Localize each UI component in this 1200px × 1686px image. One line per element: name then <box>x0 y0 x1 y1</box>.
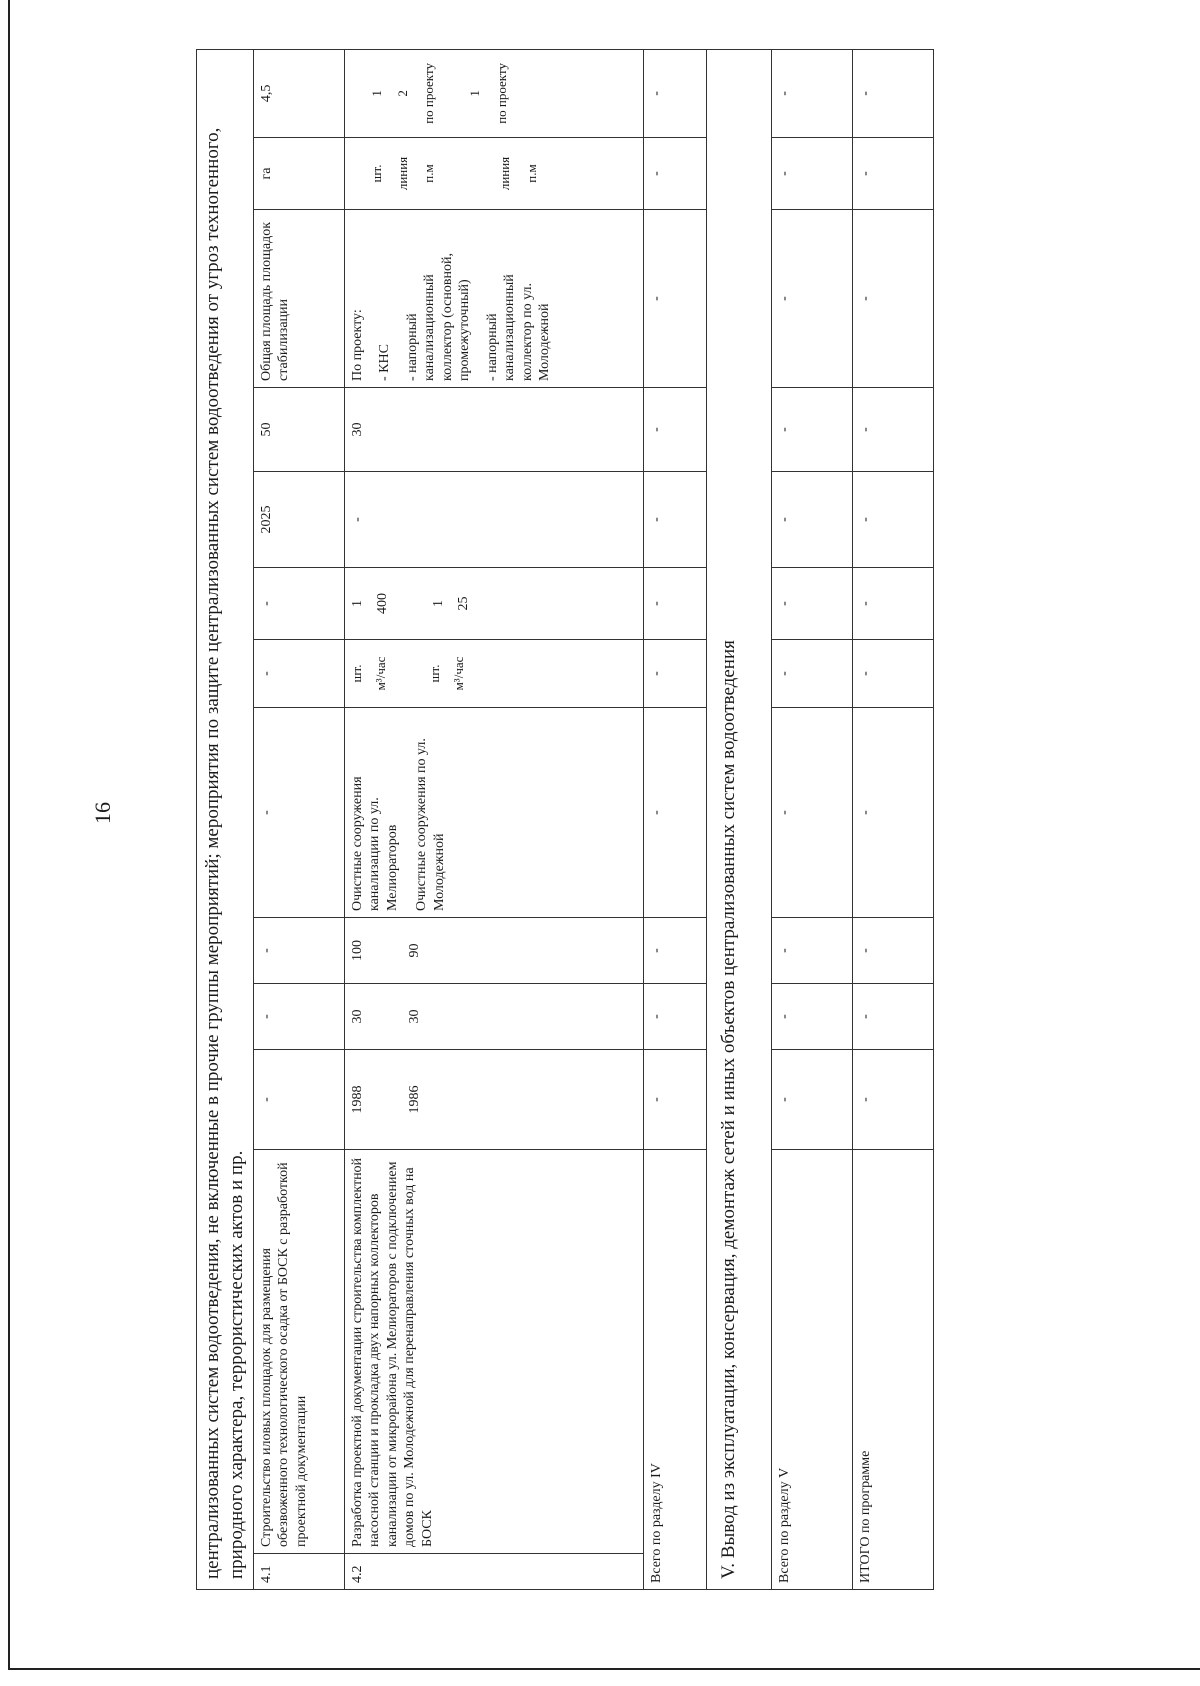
table-row <box>771 49 852 1589</box>
table-row <box>253 49 344 1589</box>
total-value: - <box>771 640 852 708</box>
total-value: - <box>643 472 706 568</box>
amount-value: 1 <box>430 600 446 607</box>
unit-value: шт. <box>427 664 442 683</box>
total-value: - <box>852 1050 933 1150</box>
year-cell <box>344 1050 643 1150</box>
measures-table <box>196 49 934 1590</box>
total-value: - <box>643 708 706 918</box>
total-value: - <box>771 984 852 1050</box>
rotated-document <box>196 50 1066 1590</box>
total-value: - <box>643 984 706 1050</box>
end-year: 2025 <box>253 472 344 568</box>
total-value: - <box>852 49 933 137</box>
total-value: - <box>852 918 933 984</box>
total-value: - <box>643 210 706 388</box>
total-value: - <box>643 640 706 708</box>
object-cell <box>344 708 643 918</box>
total-value: - <box>643 568 706 640</box>
new-value: по проекту <box>421 63 436 124</box>
new-desc-title: По проекту: <box>349 309 365 381</box>
total-value: - <box>852 210 933 388</box>
new-value: 1 <box>467 90 483 97</box>
new-unit-cell <box>344 138 643 210</box>
amount-value: 25 <box>456 596 471 611</box>
new-desc-item: - напорный канализационный коллектор (основной, промежуточный) <box>404 253 472 381</box>
total-value: - <box>771 388 852 472</box>
page-border <box>8 1668 1200 1670</box>
amount-value: - <box>253 568 344 640</box>
new-desc-item: - КНС <box>377 344 392 381</box>
total-value: - <box>852 984 933 1050</box>
unit-value: - <box>253 640 344 708</box>
total-value: - <box>643 918 706 984</box>
total-value: - <box>771 1050 852 1150</box>
unit-value: шт. <box>348 664 364 683</box>
capacity-value: 90 <box>407 943 422 958</box>
total-value: - <box>771 918 852 984</box>
object-name: - <box>253 708 344 918</box>
year-value: 1988 <box>349 1085 365 1114</box>
unit-cell <box>344 640 643 708</box>
total-value: - <box>852 708 933 918</box>
new-unit: шт. <box>368 164 384 183</box>
total-value: - <box>771 472 852 568</box>
unit-value: м³/час <box>451 656 467 691</box>
object-name: Очистные сооружения канализации по ул. Мелиораторов <box>349 776 400 911</box>
wear-value: 30 <box>349 1009 365 1024</box>
total-value: - <box>643 138 706 210</box>
new-value: 2 <box>394 90 410 97</box>
table-row <box>852 49 933 1589</box>
total-value: - <box>643 1050 706 1150</box>
measure-name: Разработка проектной документации строительства комплектной насосной станции и прокладка двух напорных коллекторов канализации от микрорайона ул. Мелиораторов с подключением домов по ул. Молодежной для перенаправления сточных вод на БОСК <box>344 1150 643 1554</box>
year-value: 1986 <box>407 1085 422 1114</box>
new-value: 1 <box>368 90 384 97</box>
total-value: - <box>771 138 852 210</box>
new-desc-item: - напорный канализационный коллектор по ул. Молодежной <box>484 274 552 381</box>
row-number: 4.1 <box>253 1554 344 1590</box>
new-unit: п.м <box>421 164 436 183</box>
total-value: - <box>852 472 933 568</box>
object-name: Очистные сооружения по ул. Молодежной <box>414 738 447 911</box>
total-label: Всего по разделу IV <box>643 1150 706 1590</box>
total-value: - <box>643 49 706 137</box>
end-year: - <box>344 472 643 568</box>
new-unit: линия <box>497 156 513 191</box>
new-unit: п.м <box>523 164 539 183</box>
capacity-value: - <box>253 918 344 984</box>
life-value: 50 <box>253 388 344 472</box>
total-label: ИТОГО по программе <box>852 1150 933 1590</box>
total-value: - <box>852 138 933 210</box>
amount-value: 400 <box>375 593 390 614</box>
section-title: V. Вывод из эксплуатации, консервация, демонтаж сетей и иных объектов централизованных систем водоотведения <box>706 49 771 1589</box>
capacity-value: 100 <box>349 940 365 961</box>
page-border <box>8 0 10 1670</box>
new-value: 4,5 <box>253 49 344 137</box>
wear-value: 30 <box>407 1009 422 1024</box>
new-object-desc <box>344 210 643 388</box>
life-value: 30 <box>344 388 643 472</box>
amount-value: 1 <box>349 600 365 607</box>
page-number: 16 <box>90 802 115 824</box>
total-value: - <box>771 49 852 137</box>
year-value: - <box>253 1050 344 1150</box>
new-value-cell <box>344 49 643 137</box>
section-heading: централизованных систем водоотведения, не включенные в прочие группы мероприятий; мероприятия по защите централизованных систем водоотведения от угроз техногенного, природного характера, террористических актов и пр. <box>197 49 254 1589</box>
measure-name: Строительство иловых площадок для размещения обезвоженного технологического осадка от БОСК с разработкой проектной документации <box>253 1150 344 1554</box>
total-value: - <box>771 708 852 918</box>
capacity-cell <box>344 918 643 984</box>
row-number: 4.2 <box>344 1554 643 1590</box>
table-row <box>643 49 706 1589</box>
total-value: - <box>643 388 706 472</box>
wear-value: - <box>253 984 344 1050</box>
total-value: - <box>852 568 933 640</box>
total-value: - <box>852 388 933 472</box>
wear-cell <box>344 984 643 1050</box>
total-value: - <box>852 640 933 708</box>
new-value: по проекту <box>493 63 509 124</box>
amount-cell <box>344 568 643 640</box>
new-unit: га <box>253 138 344 210</box>
total-value: - <box>771 210 852 388</box>
total-value: - <box>771 568 852 640</box>
new-unit: линия <box>394 156 410 191</box>
unit-value: м³/час <box>372 656 388 691</box>
new-object-desc: Общая площадь площадок стабилизации <box>253 210 344 388</box>
table-row <box>344 49 643 1589</box>
total-label: Всего по разделу V <box>771 1150 852 1590</box>
